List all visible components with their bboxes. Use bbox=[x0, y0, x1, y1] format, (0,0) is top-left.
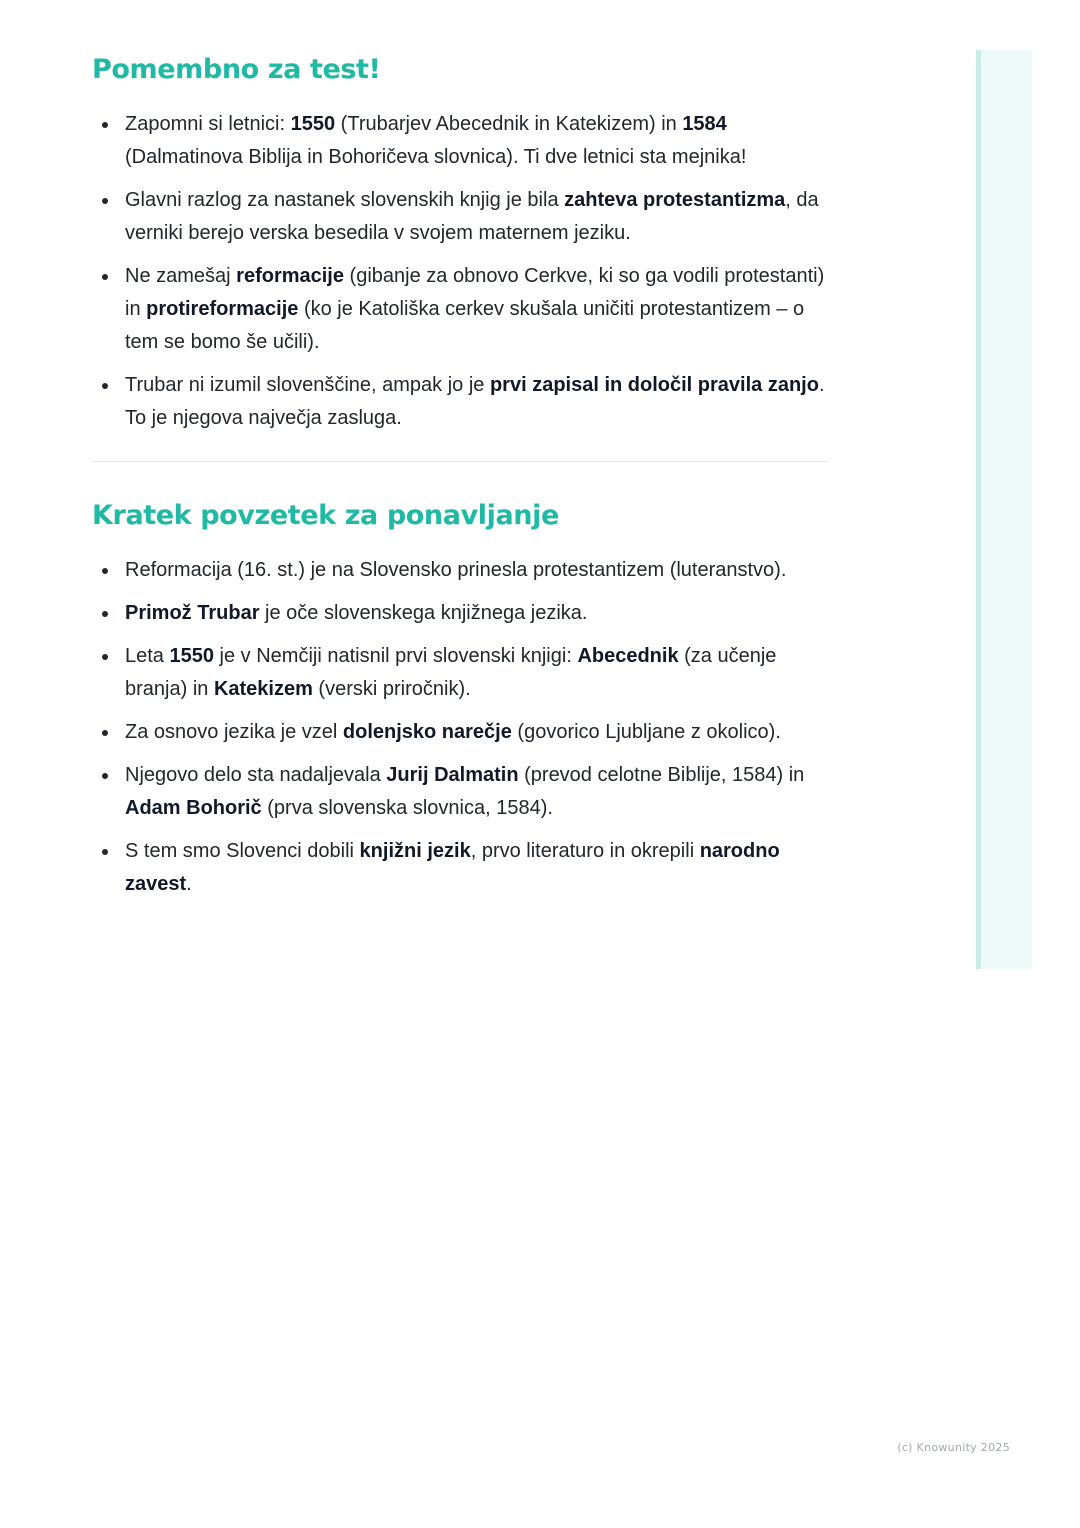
text-run: (prva slovenska slovnica, 1584). bbox=[261, 797, 553, 819]
bold-text: Katekizem bbox=[213, 678, 313, 700]
content-column bbox=[92, 50, 828, 911]
bold-text: reformacije bbox=[236, 265, 344, 287]
side-margin-panel bbox=[976, 50, 1032, 969]
list-item bbox=[92, 369, 828, 435]
list-item bbox=[92, 260, 828, 359]
text-run: Zapomni si letnici: bbox=[125, 113, 291, 135]
bullet-list-summary bbox=[92, 554, 828, 901]
list-item bbox=[92, 554, 828, 587]
bold-text: Adam Bohorič bbox=[125, 797, 262, 819]
bold-text: 1550 bbox=[290, 113, 336, 135]
text-run: Za osnovo jezika je vzel bbox=[125, 721, 343, 743]
list-item bbox=[92, 640, 828, 706]
text-run: , da verniki berejo verska besedila v svojem maternem jeziku. bbox=[125, 189, 819, 244]
text-run: Njegovo delo sta nadaljevala bbox=[125, 764, 387, 786]
text-run: (gibanje za obnovo Cerkve, ki so ga vodili protestanti) in bbox=[125, 265, 825, 320]
section-divider bbox=[92, 461, 828, 462]
list-item bbox=[92, 716, 828, 749]
text-run: je v Nemčiji natisnil prvi slovenski knjigi: bbox=[213, 645, 578, 667]
text-run: Ne zamešaj bbox=[125, 265, 237, 287]
text-run: S tem smo Slovenci dobili bbox=[125, 840, 360, 862]
bold-text: knjižni jezik bbox=[359, 840, 471, 862]
bold-text: Abecednik bbox=[577, 645, 679, 667]
bold-text: 1584 bbox=[682, 113, 727, 135]
bullet-list-important-for-test bbox=[92, 108, 828, 435]
text-run: , prvo literaturo in okrepili bbox=[470, 840, 700, 862]
section-title-summary: Kratek povzetek za ponavljanje bbox=[92, 500, 559, 531]
bold-text: dolenjsko narečje bbox=[342, 721, 512, 743]
bold-text: 1550 bbox=[169, 645, 214, 667]
text-run: . bbox=[186, 873, 192, 895]
bold-text: Jurij Dalmatin bbox=[386, 764, 519, 786]
text-run: (govorico Ljubljane z okolico). bbox=[511, 721, 781, 743]
text-run: je oče slovenskega knjižnega jezika. bbox=[259, 602, 588, 624]
bold-text: zahteva protestantizma bbox=[564, 189, 786, 211]
copyright-footer: (c) Knowunity 2025 bbox=[897, 1441, 1010, 1454]
bold-text: narodno zavest bbox=[125, 840, 780, 895]
section-title-important-for-test: Pomembno za test! bbox=[92, 54, 381, 85]
text-run: (ko je Katoliška cerkev skušala uničiti protestantizem – o tem se bomo še učili). bbox=[125, 298, 805, 353]
text-run: Leta bbox=[125, 645, 170, 667]
list-item bbox=[92, 184, 828, 250]
list-item bbox=[92, 835, 828, 901]
text-run: Glavni razlog za nastanek slovenskih knjig je bila bbox=[125, 189, 565, 211]
text-run: (Trubarjev Abecednik in Katekizem) in bbox=[335, 113, 683, 135]
list-item bbox=[92, 108, 828, 174]
text-run: (verski priročnik). bbox=[312, 678, 471, 700]
bold-text: prvi zapisal in določil pravila zanjo bbox=[489, 374, 819, 396]
text-run: (za učenje branja) in bbox=[125, 645, 777, 700]
text-run: (Dalmatinova Biblija in Bohoričeva slovnica). Ti dve letnici sta mejnika! bbox=[125, 146, 747, 168]
bold-text: Primož Trubar bbox=[125, 602, 260, 624]
list-item bbox=[92, 759, 828, 825]
text-run: (prevod celotne Biblije, 1584) in bbox=[518, 764, 805, 786]
bold-text: protireformacije bbox=[146, 298, 299, 320]
text-run: . To je njegova največja zasluga. bbox=[125, 374, 825, 429]
text-run: Trubar ni izumil slovenščine, ampak jo je bbox=[125, 374, 490, 396]
list-item bbox=[92, 597, 828, 630]
text-run: Reformacija (16. st.) je na Slovensko prinesla protestantizem (luteranstvo). bbox=[125, 559, 787, 581]
